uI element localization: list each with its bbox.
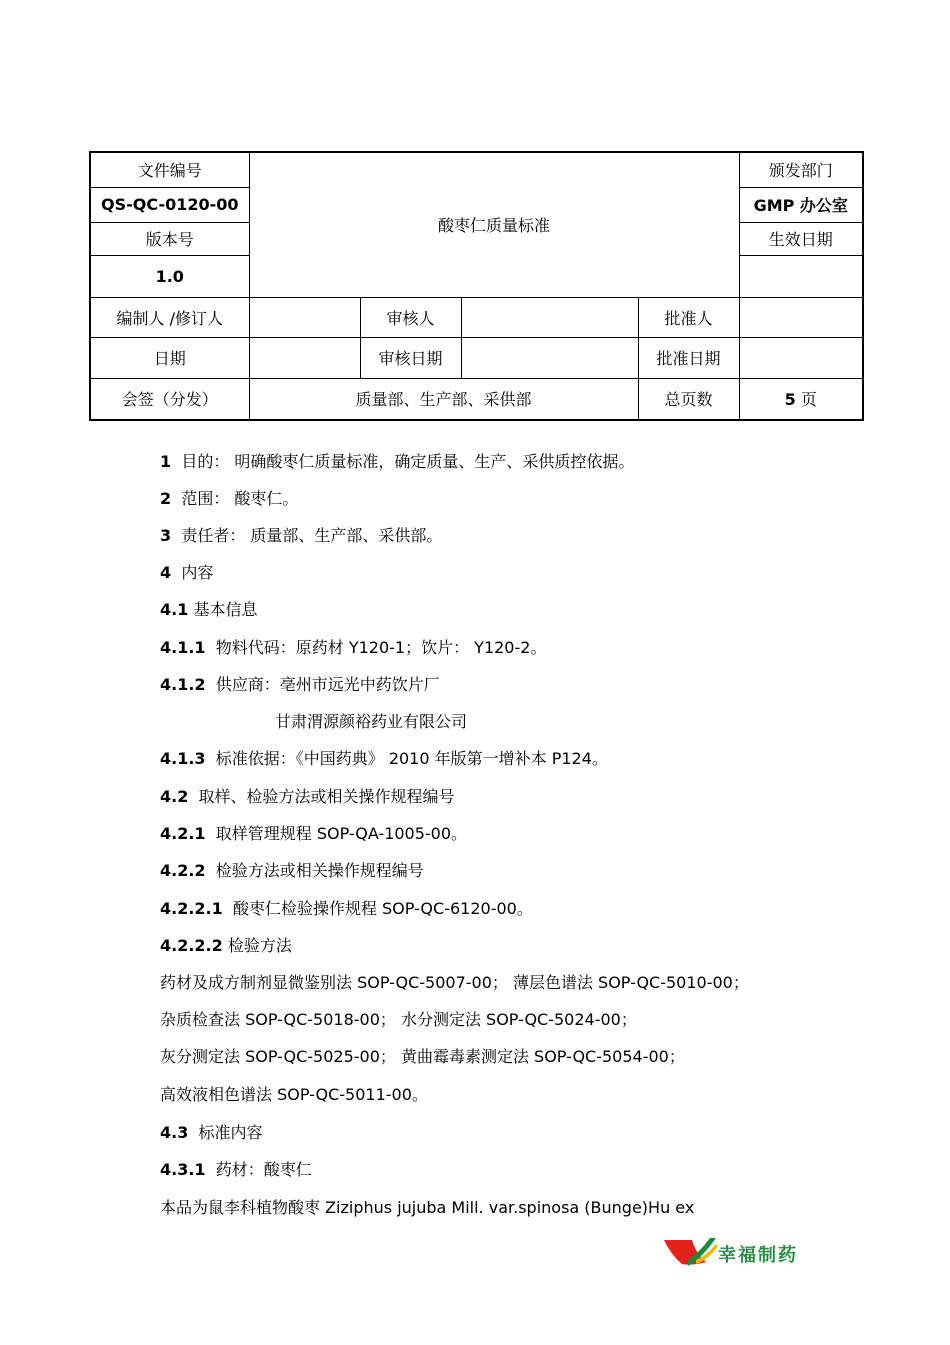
section-line: 4.3.1 药材：酸枣仁 — [160, 1160, 312, 1179]
section-line: 3 责任者： 质量部、生产部、采供部。 — [160, 526, 443, 545]
signoff-label: 会签（分发） — [90, 378, 249, 420]
approver-label: 批准人 — [638, 297, 739, 337]
section-line: 4.2.2.1 酸枣仁检验操作规程 SOP-QC-6120-00。 — [160, 899, 533, 918]
section-line: 4.2.1 取样管理规程 SOP-QA-1005-00。 — [160, 824, 468, 843]
approve-date-value — [739, 337, 863, 378]
section-line: 灰分测定法 SOP-QC-5025-00； 黄曲霉毒素测定法 SOP-QC-5054-00； — [160, 1047, 685, 1066]
version-label: 版本号 — [90, 222, 249, 255]
section-line: 4.1.3 标准依据：《中国药典》 2010 年版第一增补本 P124。 — [160, 749, 608, 768]
section-line: 甘肃渭源颜裕药业有限公司 — [275, 712, 468, 731]
document-title: 酸枣仁质量标准 — [249, 152, 739, 297]
reviewer-label: 审核人 — [360, 297, 461, 337]
section-line: 高效液相色谱法 SOP-QC-5011-00。 — [160, 1085, 428, 1104]
total-pages-value — [739, 378, 863, 420]
section-line: 2 范围： 酸枣仁。 — [160, 489, 299, 508]
approver-value — [739, 297, 863, 337]
date-label: 日期 — [90, 337, 249, 378]
review-date-label: 审核日期 — [360, 337, 461, 378]
author-value — [249, 297, 360, 337]
signoff-value: 质量部、生产部、采供部 — [249, 378, 638, 420]
section-line: 4.2 取样、检验方法或相关操作规程编号 — [160, 787, 455, 806]
date-value — [249, 337, 360, 378]
effective-value — [739, 255, 863, 297]
reviewer-value — [461, 297, 638, 337]
total-pages-number: 5 — [784, 390, 796, 410]
section-line: 4.2.2.2 检验方法 — [160, 936, 292, 955]
file-no-value: QS-QC-0120-00 — [90, 187, 249, 222]
document-header-table — [89, 151, 864, 421]
file-no-label: 文件编号 — [90, 152, 249, 187]
section-line: 4 内容 — [160, 563, 214, 582]
approve-date-label: 批准日期 — [638, 337, 739, 378]
company-logo-text: 幸福制药 — [718, 1245, 798, 1266]
section-line: 本品为鼠李科植物酸枣 Ziziphus jujuba Mill. var.spinosa (Bunge)Hu ex — [160, 1198, 695, 1217]
issuer-value: GMP 办公室 — [739, 187, 863, 222]
review-date-value — [461, 337, 638, 378]
section-line: 4.1.2 供应商：亳州市远光中药饮片厂 — [160, 675, 440, 694]
section-line: 1 目的： 明确酸枣仁质量标准，确定质量、生产、采供质控依据。 — [160, 452, 635, 471]
effective-label: 生效日期 — [739, 222, 863, 255]
section-line: 4.3 标准内容 — [160, 1123, 263, 1142]
section-line: 杂质检查法 SOP-QC-5018-00； 水分测定法 SOP-QC-5024-00； — [160, 1010, 637, 1029]
total-pages-unit: 页 — [795, 390, 817, 410]
section-line: 4.1 基本信息 — [160, 600, 258, 619]
section-line: 药材及成方制剂显微鉴别法 SOP-QC-5007-00； 薄层色谱法 SOP-QC-5010-00； — [160, 973, 749, 992]
total-pages-label: 总页数 — [638, 378, 739, 420]
author-label: 编制人 /修订人 — [90, 297, 249, 337]
version-value: 1.0 — [90, 255, 249, 297]
section-line: 4.1.1 物料代码：原药材 Y120-1；饮片： Y120-2。 — [160, 638, 547, 657]
issuer-label: 颁发部门 — [739, 152, 863, 187]
section-line: 4.2.2 检验方法或相关操作规程编号 — [160, 861, 424, 880]
